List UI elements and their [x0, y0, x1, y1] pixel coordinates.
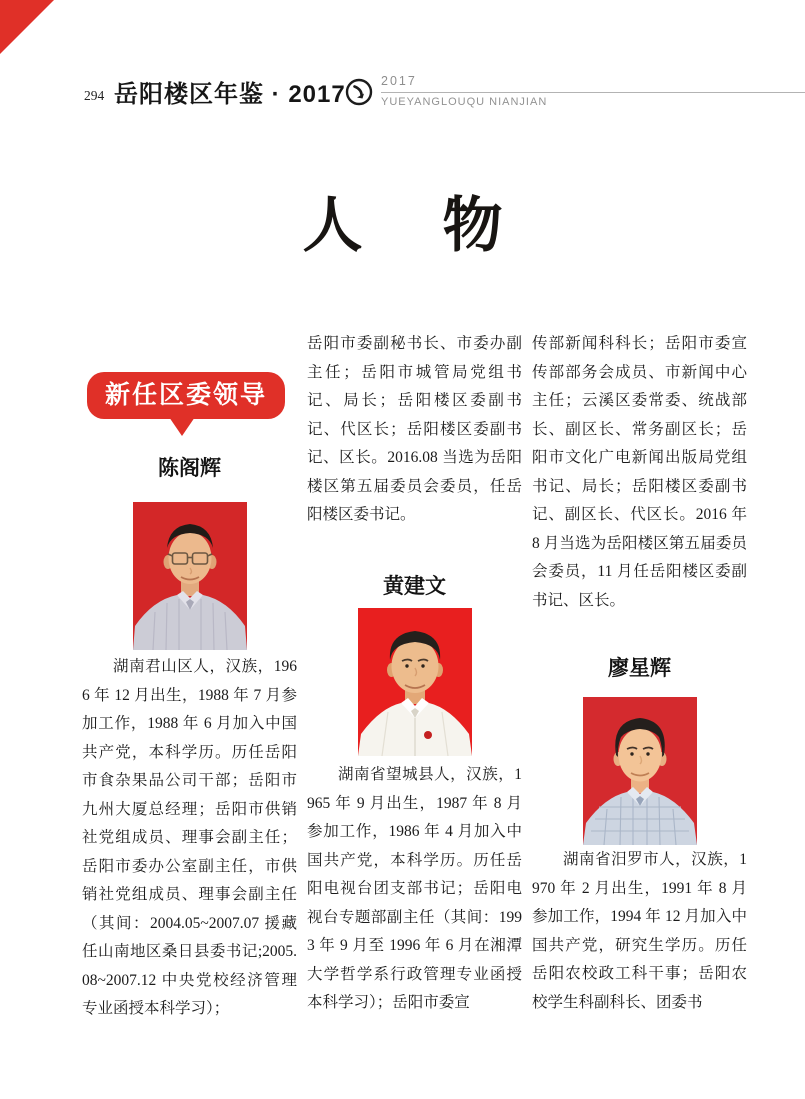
portrait-photo-huang [358, 608, 472, 756]
new-leaders-banner: 新任区委领导 [87, 372, 285, 419]
corner-triangle-decoration [0, 0, 54, 54]
page-number: 294 [84, 88, 105, 103]
person-name-liao: 廖星辉 [608, 657, 671, 680]
column-right [532, 0, 747, 1099]
yearbook-title: 岳阳楼区年鉴 · 2017 [114, 81, 346, 108]
column-left [82, 0, 297, 1099]
header-pinyin: YUEYANGLOUQU NIANJIAN [381, 96, 548, 108]
portrait-photo-liao [583, 697, 697, 845]
bio-chen: 湖南君山区人，汉族，1966 年 12 月出生，1988 年 7 月参加工作，1988 年 6 月加入中国共产党，本科学历。历任岳阳市食杂果品公司干部；岳阳市九州大厦总经理；岳阳市供销社党组成员、理事会副主任；岳阳市委办公室副主任，市供销社党组成员、理事会副主任（其间：2004.05~2007.07 援藏任山南地区桑日县委书记;2005.08~2007.12 中央党校经济管理专业函授本科学习）； [82, 658, 297, 1017]
continuation-right: 传部新闻科科长；岳阳市委宣传部部务会成员、市新闻中心主任；云溪区委常委、统战部长、副区长、常务副区长；岳阳市文化广电新闻出版局党组书记、局长；岳阳楼区委副书记、副区长、代区长。2016 年 8 月当选为岳阳楼区第五届委员会委员，11 月任岳阳楼区委副书记、区长。 [532, 335, 747, 609]
section-title: 人 物 [302, 193, 513, 259]
bio-huang: 湖南省望城县人，汉族，1965 年 9 月出生，1987 年 8 月参加工作，1986 年 4 月加入中国共产党，本科学历。历任岳阳电视台团支部书记；岳阳电视台专题部副主任（其间：1993 年 9 月至 1996 年 6 月在湘潭大学哲学系行政管理专业函授本科学习）；岳阳市委宣 [307, 766, 522, 1011]
column-middle [307, 0, 522, 1099]
continuation-middle: 岳阳市委副秘书长、市委办副主任；岳阳市城管局党组书记、局长；岳阳楼区委副书记、代区长；岳阳楼区委副书记、区长。2016.08 当选为岳阳楼区第五届委员会委员，任岳阳楼区委书记。 [307, 335, 522, 523]
bio-liao: 湖南省汨罗市人，汉族，1970 年 2 月出生，1991 年 8 月参加工作，1994 年 12 月加入中国共产党，研究生学历。历任岳阳农校政工科干事；岳阳农校学生科副科长、团委书 [532, 851, 747, 1011]
header-year: 2017 [381, 74, 417, 88]
person-name-huang: 黄建文 [383, 575, 446, 598]
portrait-photo-chen [133, 502, 247, 650]
banner-tail-decoration [169, 417, 195, 436]
person-name-chen: 陈阁辉 [158, 457, 221, 480]
